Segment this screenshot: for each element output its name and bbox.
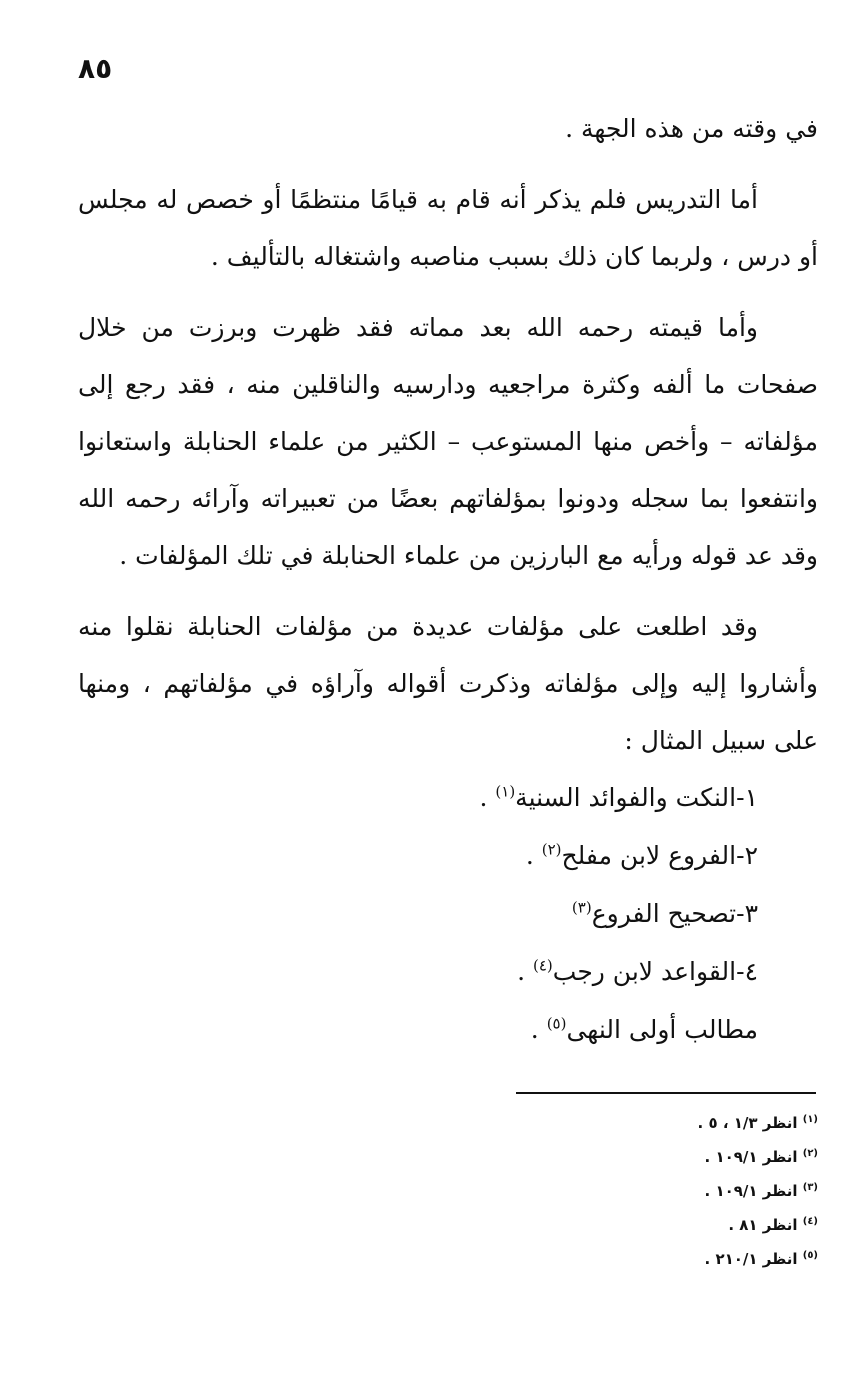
list-item: ٤-القواعد لابن رجب$^{(٤)}$ . [517, 956, 758, 986]
footnote-divider [516, 1092, 816, 1094]
footnote: $^{(٢)}$ انظر ١٠٩/١ . [704, 1148, 818, 1166]
footnote-ref[interactable]: (٥) [546, 1014, 567, 1033]
footnote-ref[interactable]: (٤) [533, 956, 553, 975]
footnote-ref[interactable]: (٢) [541, 840, 562, 859]
list-item: ١-النكت والفوائد السنية$^{(١)}$ . [479, 782, 758, 812]
footnote-ref[interactable]: (٣) [571, 898, 592, 917]
footnote: $^{(١)}$ انظر ١/٣ ، ٥ . [697, 1114, 818, 1132]
footnote: $^{(٥)}$ انظر ٢١٠/١ . [704, 1250, 818, 1268]
paragraph-2: أما التدريس فلم يذكر أنه قام به قيامًا منتظمًا أو خصص له مجلس أو درس ، ولربما كان ذلك بسبب مناصبه واشتغاله بالتأليف . [78, 185, 818, 271]
list-item: ٢-الفروع لابن مفلح$^{(٢)}$ . [525, 840, 758, 870]
list-item: ٣-تصحيح الفروع$^{(٣)}$ [571, 898, 758, 928]
page-number: ٨٥ [78, 52, 113, 85]
list-item: مطالب أولى النهى$^{(٥)}$ . [530, 1014, 758, 1044]
works-list [78, 769, 818, 1059]
footnote: $^{(٤)}$ انظر ٨١ . [728, 1216, 818, 1234]
paragraph-1: في وقته من هذه الجهة . [565, 114, 818, 143]
paragraph-4: وقد اطلعت على مؤلفات عديدة من مؤلفات الحنابلة نقلوا منه وأشاروا إليه وإلى مؤلفاته وذكرت أقواله وآراؤه في مؤلفاتهم ، ومنها على سبيل المثال : [78, 612, 818, 755]
page-body [78, 100, 818, 1059]
paragraph-3: وأما قيمته رحمه الله بعد مماته فقد ظهرت وبرزت من خلال صفحات ما ألفه وكثرة مراجعيه ودارسيه والناقلين منه ، فقد رجع إلى مؤلفاته – وأخص منها المستوعب – الكثير من علماء الحنابلة واستعانوا وانتفعوا بما سجله ودونوا بمؤلفاتهم بعضًا من تعبيراته وآرائه رحمه الله وقد عد قوله ورأيه مع البارزين من علماء الحنابلة في تلك المؤلفات . [78, 313, 818, 570]
footnote-ref[interactable]: (١) [495, 782, 516, 801]
footnote: $^{(٣)}$ انظر ١٠٩/١ . [704, 1182, 818, 1200]
footnotes [78, 1106, 818, 1276]
